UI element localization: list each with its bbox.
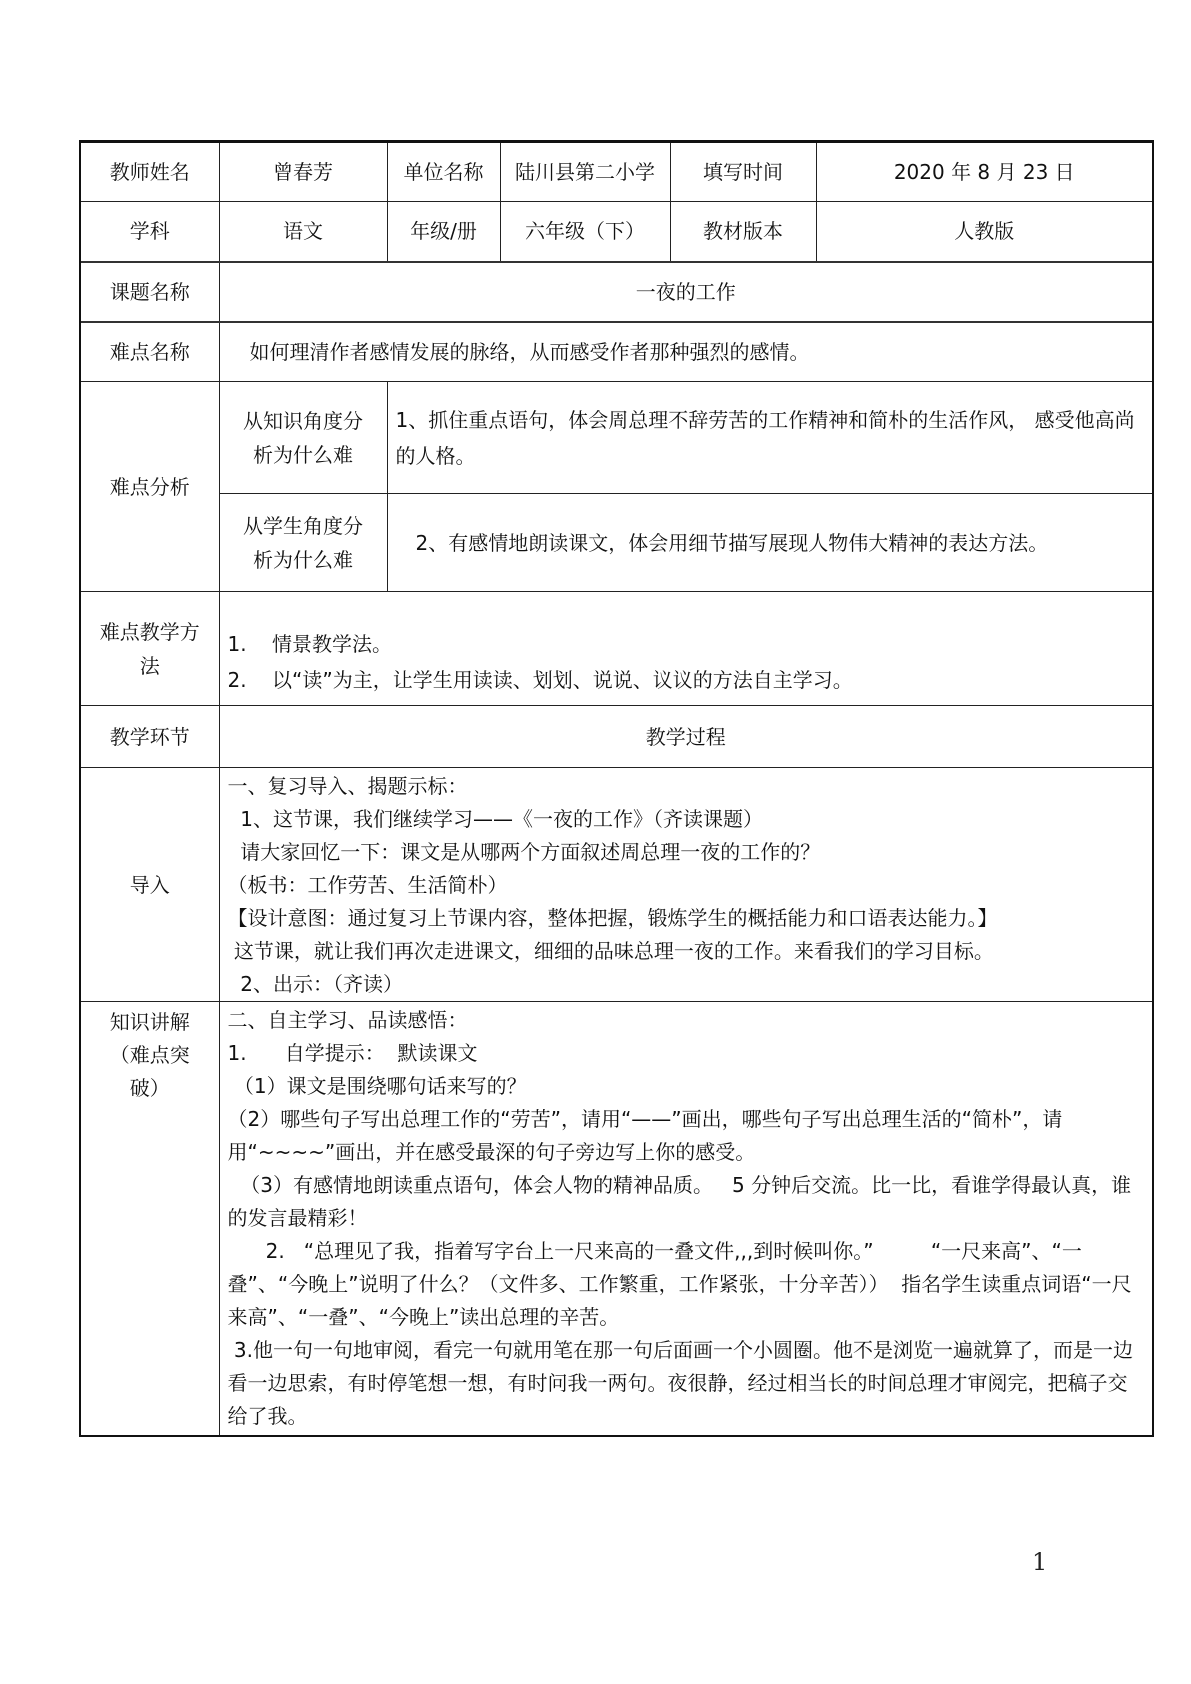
method-item-1: 1. 情景教学法。 xyxy=(227,632,393,656)
knowledge-angle-label: 从知识角度分析为什么难 xyxy=(219,382,387,494)
knowledge-line: 2. “总理见了我，指着写字台上一尺来高的一叠文件,,,到时候叫你。” “一尺来高”、“一叠”、“今晚上”说明了什么？（文件多、工作繁重，工作紧张，十分辛苦）） 指名学生读重点词语“一尺来高”、“一叠”、“今晚上”读出总理的辛苦。 xyxy=(227,1239,1132,1329)
knowledge-line: （2）哪些句子写出总理工作的“劳苦”，请用“——”画出，哪些句子写出总理生活的“简朴”，请用“~~~~”画出，并在感受最深的句子旁边写上你的感受。 xyxy=(227,1107,1063,1164)
fill-date-value: 2020 年 8 月 23 日 xyxy=(816,142,1153,202)
edition-value: 人教版 xyxy=(816,202,1153,262)
intro-line: 请大家回忆一下：课文是从哪两个方面叙述周总理一夜的工作的？ xyxy=(227,840,821,864)
student-angle-value: 2、有感情地朗读课文，体会用细节描写展现人物伟大精神的表达方法。 xyxy=(387,494,1153,592)
subject-label: 学科 xyxy=(80,202,219,262)
difficulty-label: 难点名称 xyxy=(80,322,219,382)
subject-value: 语文 xyxy=(219,202,387,262)
knowledge-line: （1）课文是围绕哪句话来写的？ xyxy=(227,1074,527,1098)
unit-name-label: 单位名称 xyxy=(387,142,500,202)
intro-label: 导入 xyxy=(80,768,219,1002)
knowledge-angle-value: 1、抓住重点语句，体会周总理不辞劳苦的工作精神和简朴的生活作风， 感受他高尚的人格。 xyxy=(387,382,1153,494)
method-label: 难点教学方法 xyxy=(80,592,219,706)
teacher-name-value: 曾春芳 xyxy=(219,142,387,202)
grade-value: 六年级（下） xyxy=(500,202,670,262)
student-angle-label: 从学生角度分析为什么难 xyxy=(219,494,387,592)
intro-line: 一、复习导入、揭题示标： xyxy=(227,774,468,798)
intro-line: （板书：工作劳苦、生活简朴） xyxy=(227,873,508,897)
knowledge-content xyxy=(219,1002,1153,1436)
process-header-label: 教学过程 xyxy=(219,706,1153,768)
knowledge-line: 二、自主学习、品读感悟： xyxy=(227,1008,468,1032)
method-item-2: 2. 以“读”为主，让学生用读读、划划、说说、议议的方法自主学习。 xyxy=(227,668,853,692)
intro-line: 1、这节课，我们继续学习——《一夜的工作》（齐读课题） xyxy=(227,807,763,831)
knowledge-line: 1. 自学提示： 默读课文 xyxy=(227,1041,478,1065)
topic-label: 课题名称 xyxy=(80,262,219,322)
edition-label: 教材版本 xyxy=(670,202,816,262)
teacher-name-label: 教师姓名 xyxy=(80,142,219,202)
intro-line: 【设计意图：通过复习上节课内容，整体把握，锻炼学生的概括能力和口语表达能力。】 xyxy=(227,906,998,930)
grade-label: 年级/册 xyxy=(387,202,500,262)
lesson-plan-table xyxy=(79,140,1154,1437)
knowledge-line: 3.他一句一句地审阅，看完一句就用笔在那一句后面画一个小圆圈。他不是浏览一遍就算了，而是一边看一边思索，有时停笔想一想，有时问我一两句。夜很静，经过相当长的时间总理才审阅完，把稿子交给了我。 xyxy=(227,1338,1133,1428)
difficulty-value: 如何理清作者感情发展的脉络，从而感受作者那种强烈的感情。 xyxy=(219,322,1153,382)
analysis-label: 难点分析 xyxy=(80,382,219,592)
stage-header-label: 教学环节 xyxy=(80,706,219,768)
intro-content xyxy=(219,768,1153,1002)
knowledge-line: （3）有感情地朗读重点语句，体会人物的精神品质。 5 分钟后交流。比一比，看谁学得最认真，谁的发言最精彩！ xyxy=(227,1173,1132,1230)
method-list xyxy=(219,592,1153,706)
intro-line: 这节课，就让我们再次走进课文，细细的品味总理一夜的工作。来看我们的学习目标。 xyxy=(227,939,994,963)
knowledge-label: 知识讲解（难点突破） xyxy=(80,1002,219,1436)
page-number: 1 xyxy=(1032,1548,1048,1576)
unit-name-value: 陆川县第二小学 xyxy=(500,142,670,202)
fill-date-label: 填写时间 xyxy=(670,142,816,202)
intro-line: 2、出示：（齐读） xyxy=(227,972,403,996)
topic-value: 一夜的工作 xyxy=(219,262,1153,322)
